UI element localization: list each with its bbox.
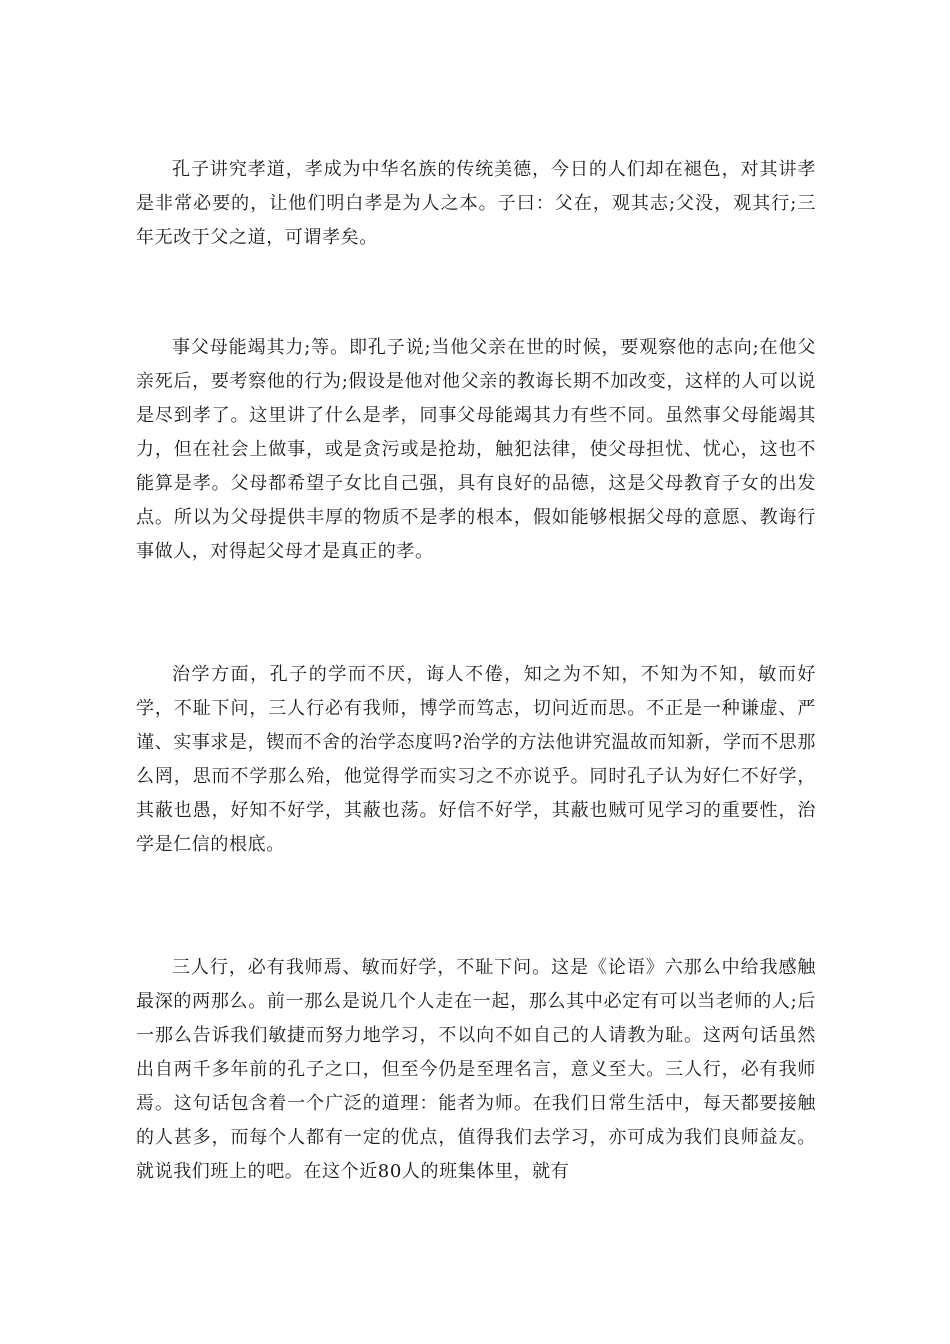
paragraph-serving-parents: 事父母能竭其力;等。即孔子说;当他父亲在世的时候，要观察他的志向;在他父亲死后，要考察他的行为;假设是他对他父亲的教诲长期不加改变，这样的人可以说是尽到孝了。这里讲了什么是孝，同事父母能竭其力有些不同。虽然事父母能竭其力，但在社会上做事，或是贪污或是抢劫，触犯法律，使父母担忧、忧心，这也不能算是孝。父母都希望子女比自己强，具有良好的品德，这是父母教育子女的出发点。所以为父母提供丰厚的物质不是孝的根本，假如能够根据父母的意愿、教诲行事做人，对得起父母才是真正的孝。 [136, 337, 816, 562]
paragraph-three-people: 三人行，必有我师焉、敏而好学，不耻下问。这是《论语》六那么中给我感触最深的两那么。前一那么是说几个人走在一起，那么其中必定有可以当老师的人;后一那么告诉我们敏捷而努力地学习，不以向不如自己的人请教为耻。这两句话虽然出自两千多年前的孔子之口，但至今仍是至理名言，意义至大。三人行，必有我师焉。这句话包含着一个广泛的道理：能者为师。在我们日常生活中，每天都要接触的人甚多，而每个人都有一定的优点，值得我们去学习，亦可成为我们良师益友。就说我们班上的吧。在这个近80人的班集体里，就有 [136, 957, 816, 1182]
paragraph-filial-piety: 孔子讲究孝道，孝成为中华名族的传统美德，今日的人们却在褪色，对其讲孝是非常必要的，让他们明白孝是为人之本。子曰：父在，观其志;父没，观其行;三年无改于父之道，可谓孝矣。 [136, 159, 816, 248]
paragraph-learning: 治学方面，孔子的学而不厌，诲人不倦，知之为不知，不知为不知，敏而好学，不耻下问，三人行必有我师，博学而笃志，切问近而思。不正是一种谦虚、严谨、实事求是，锲而不舍的治学态度吗?治学的方法他讲究温故而知新，学而不思那么罔，思而不学那么殆，他觉得学而实习之不亦说乎。同时孔子认为好仁不好学，其蔽也愚，好知不好学，其蔽也荡。好信不好学，其蔽也贼可见学习的重要性，治学是仁信的根底。 [136, 664, 816, 855]
